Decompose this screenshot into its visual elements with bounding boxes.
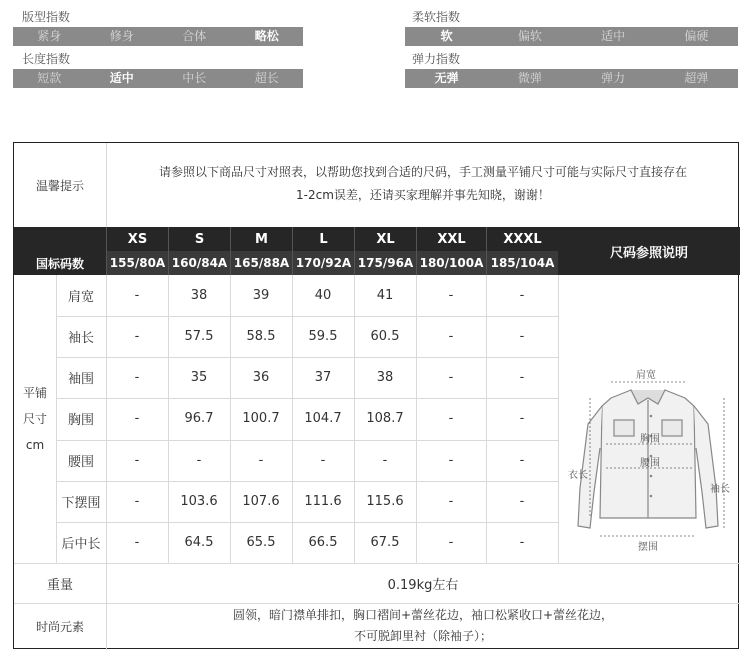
measure-value: 115.6 — [366, 493, 404, 509]
intl-size-code: 155/80A — [106, 251, 168, 275]
measure-value: - — [448, 329, 454, 345]
measure-value: 66.5 — [308, 534, 338, 550]
fit-option: 略松 — [254, 29, 279, 43]
flat-size-group-label — [14, 275, 56, 563]
measure-value: 57.5 — [184, 329, 214, 345]
intl-size-code: 175/96A — [354, 251, 416, 275]
measure-name: 后中长 — [61, 536, 101, 552]
measure-value: 108.7 — [366, 411, 404, 427]
diagram-label-sleeve: 袖长 — [710, 484, 730, 495]
fit-index-title: 版型指数 — [22, 10, 71, 24]
measure-value: - — [519, 411, 525, 427]
tip-text-line1: 请参照以下商品尺寸对照表，以帮助您找到合适的尺码，手工测量平铺尺寸可能与实际尺寸直接存在 — [158, 165, 687, 179]
measure-name: 肩宽 — [67, 290, 94, 306]
measure-name: 腰围 — [67, 454, 94, 470]
measure-value: - — [134, 370, 140, 386]
size-header: XXXL — [486, 227, 558, 251]
measure-name: 胸围 — [67, 413, 94, 429]
measure-value: - — [519, 452, 525, 468]
softness-index-title: 柔软指数 — [412, 10, 461, 24]
diagram-label-chest: 胸围 — [640, 434, 660, 445]
elasticity-index-bar — [405, 69, 738, 88]
measure-value: 58.5 — [246, 329, 276, 345]
measure-value: - — [519, 288, 525, 304]
intl-size-code: 170/92A — [292, 251, 354, 275]
size-chart-table — [13, 142, 739, 649]
softness-option: 偏软 — [517, 29, 542, 43]
measure-value: - — [448, 534, 454, 550]
measure-value: - — [134, 534, 140, 550]
measure-value: 39 — [252, 288, 270, 304]
group-label-1: 平铺 — [22, 386, 47, 400]
measure-value: 38 — [190, 288, 208, 304]
measure-value: - — [519, 329, 525, 345]
diagram-label-length: 衣长 — [568, 470, 588, 481]
measure-value: 36 — [252, 370, 270, 386]
elasticity-index-title: 弹力指数 — [412, 52, 461, 66]
measure-value: 40 — [314, 288, 332, 304]
diagram-label-waist: 腰围 — [640, 458, 660, 469]
style-text — [106, 605, 740, 647]
ref-title: 尺码参照说明 — [558, 227, 740, 275]
measure-value: 103.6 — [180, 493, 218, 509]
measure-value: - — [382, 452, 388, 468]
size-header: S — [168, 227, 230, 251]
length-option: 中长 — [182, 71, 207, 85]
measure-value: 60.5 — [370, 329, 400, 345]
measure-value: 38 — [376, 370, 394, 386]
intl-size-label: 国标码数 — [14, 251, 106, 275]
elasticity-option: 微弹 — [517, 71, 542, 85]
shirt-diagram — [566, 368, 731, 558]
measure-value: 107.6 — [242, 493, 280, 509]
measure-value: - — [134, 493, 140, 509]
measure-value: - — [134, 288, 140, 304]
style-text-line1: 圆领，暗门襟单排扣，胸口褶间+蕾丝花边，袖口松紧收口+蕾丝花边， — [232, 608, 614, 622]
fit-option: 紧身 — [37, 29, 62, 43]
weight-value: 0.19kg左右 — [387, 577, 459, 593]
measure-value: - — [448, 288, 454, 304]
measure-value: - — [519, 534, 525, 550]
measure-value: - — [448, 452, 454, 468]
measure-value: - — [448, 370, 454, 386]
measure-name: 下摆围 — [61, 495, 101, 511]
length-option: 适中 — [109, 71, 134, 85]
measure-value: 37 — [314, 370, 332, 386]
length-index-bar — [13, 69, 303, 88]
size-header: XL — [354, 227, 416, 251]
length-option: 超长 — [254, 71, 279, 85]
elasticity-option: 超弹 — [684, 71, 709, 85]
size-header: M — [230, 227, 292, 251]
style-label: 时尚元素 — [35, 619, 84, 634]
measure-value: 104.7 — [304, 411, 342, 427]
size-header: XXL — [416, 227, 486, 251]
group-label-2: 尺寸 — [22, 412, 47, 426]
measure-name: 袖围 — [67, 372, 94, 388]
measure-value: - — [134, 411, 140, 427]
style-text-line2: 不可脱卸里衬（除袖子）； — [353, 629, 492, 643]
fit-option: 修身 — [109, 29, 134, 43]
weight-label: 重量 — [46, 577, 73, 593]
measure-name: 袖长 — [67, 331, 94, 347]
measure-value: 96.7 — [184, 411, 214, 427]
softness-option: 偏硬 — [684, 29, 709, 43]
size-header: L — [292, 227, 354, 251]
tip-text-line2: 1-2cm误差，还请买家理解并事先知晓，谢谢！ — [296, 188, 550, 202]
softness-option: 适中 — [601, 29, 626, 43]
tip-text — [106, 161, 740, 207]
measure-value: 111.6 — [304, 493, 342, 509]
group-label-3: cm — [25, 438, 45, 452]
measure-value: 64.5 — [184, 534, 214, 550]
measure-value: 41 — [376, 288, 394, 304]
length-option: 短款 — [37, 71, 62, 85]
measure-value: 59.5 — [308, 329, 338, 345]
measure-value: - — [258, 452, 264, 468]
measure-value: - — [519, 493, 525, 509]
intl-size-code: 160/84A — [168, 251, 230, 275]
elasticity-option: 无弹 — [434, 71, 459, 85]
softness-option: 软 — [440, 29, 453, 43]
size-header: XS — [106, 227, 168, 251]
intl-size-code: 180/100A — [416, 251, 486, 275]
measure-value: - — [448, 411, 454, 427]
measure-value: - — [320, 452, 326, 468]
measure-value: 35 — [190, 370, 208, 386]
measure-value: - — [448, 493, 454, 509]
length-index-title: 长度指数 — [22, 52, 71, 66]
fit-option: 合体 — [182, 29, 207, 43]
intl-size-code: 165/88A — [230, 251, 292, 275]
elasticity-option: 弹力 — [601, 71, 626, 85]
measure-value: - — [134, 329, 140, 345]
intl-size-code: 185/104A — [486, 251, 558, 275]
measure-value: - — [134, 452, 140, 468]
softness-index-bar — [405, 27, 738, 46]
measure-value: - — [519, 370, 525, 386]
measure-value: 65.5 — [246, 534, 276, 550]
tip-label: 温馨提示 — [35, 178, 84, 193]
fit-index-bar — [13, 27, 303, 46]
measure-value: 67.5 — [370, 534, 400, 550]
diagram-label-shoulder: 肩宽 — [636, 370, 656, 381]
diagram-label-hem: 摆围 — [638, 542, 658, 553]
measure-value: 100.7 — [242, 411, 280, 427]
header-corner — [14, 227, 106, 251]
measure-value: - — [196, 452, 202, 468]
